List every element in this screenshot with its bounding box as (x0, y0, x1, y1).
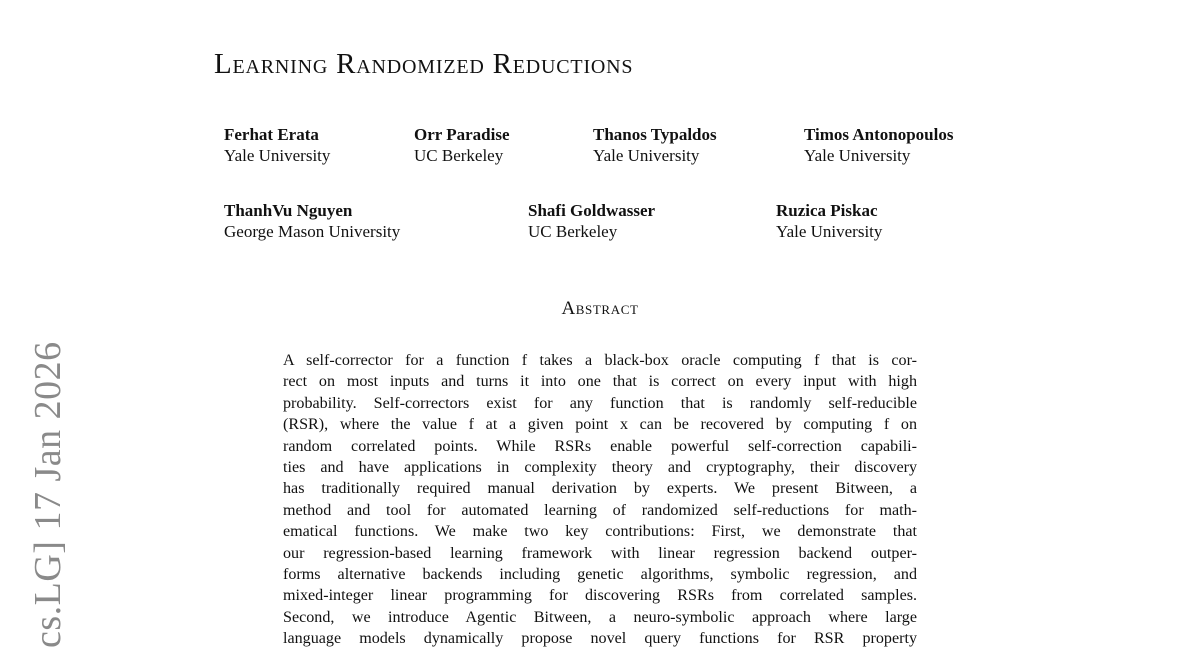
abstract-line: method and tool for automated learning of randomized self-reductions for math- (283, 501, 917, 519)
abstract-line: language models dynamically propose novel query functions for RSR property (283, 630, 917, 648)
author-block (224, 200, 400, 242)
abstract-line: A self-corrector for a function f takes a black-box oracle computing f that is cor- (283, 352, 917, 369)
author-affiliation: Yale University (593, 146, 700, 165)
abstract-line: Second, we introduce Agentic Bitween, a neuro-symbolic approach where large (283, 608, 917, 626)
author-name: Ruzica Piskac (776, 201, 878, 220)
author-name: Ferhat Erata (224, 125, 319, 144)
arxiv-stamp: cs.LG] 17 Jan 2026 (27, 341, 69, 648)
author-block (414, 124, 510, 166)
abstract-line: forms alternative backends including genetic algorithms, symbolic regression, and (283, 565, 917, 583)
abstract-line: mixed-integer linear programming for discovering RSRs from correlated samples. (283, 587, 917, 605)
author-name: Orr Paradise (414, 125, 510, 144)
author-affiliation: UC Berkeley (414, 146, 504, 165)
author-block (224, 124, 330, 166)
author-name: ThanhVu Nguyen (224, 201, 353, 220)
abstract-line: probability. Self-correctors exist for any function that is randomly self-reducible (283, 394, 917, 412)
abstract-line: has traditionally required manual derivation by experts. We present Bitween, a (283, 480, 917, 498)
abstract-line: random correlated points. While RSRs enable powerful self-correction capabili- (283, 437, 917, 455)
author-name: Shafi Goldwasser (528, 201, 656, 220)
author-affiliation: Yale University (776, 222, 883, 241)
abstract-line: ematical functions. We make two key contributions: First, we demonstrate that (283, 523, 917, 541)
author-affiliation: UC Berkeley (528, 222, 618, 241)
author-name: Timos Antonopoulos (804, 125, 954, 144)
author-block (804, 124, 953, 166)
author-name: Thanos Typaldos (593, 125, 717, 144)
author-affiliation: Yale University (224, 146, 331, 165)
abstract-body (283, 350, 917, 649)
abstract-line: our regression-based learning framework with linear regression backend outper- (283, 544, 917, 562)
abstract-line: rect on most inputs and turns it into one that is correct on every input with high (283, 373, 917, 391)
author-block (528, 200, 655, 242)
author-block (593, 124, 717, 166)
abstract-line: (RSR), where the value f at a given point x can be recovered by computing f on (283, 416, 917, 434)
paper-title: Learning Randomized Reductions (214, 48, 634, 80)
author-affiliation: George Mason University (224, 222, 401, 241)
abstract-heading: Abstract (561, 298, 639, 319)
author-block (776, 200, 882, 242)
author-affiliation: Yale University (804, 146, 911, 165)
abstract-line: ties and have applications in complexity theory and cryptography, their discovery (283, 458, 917, 476)
